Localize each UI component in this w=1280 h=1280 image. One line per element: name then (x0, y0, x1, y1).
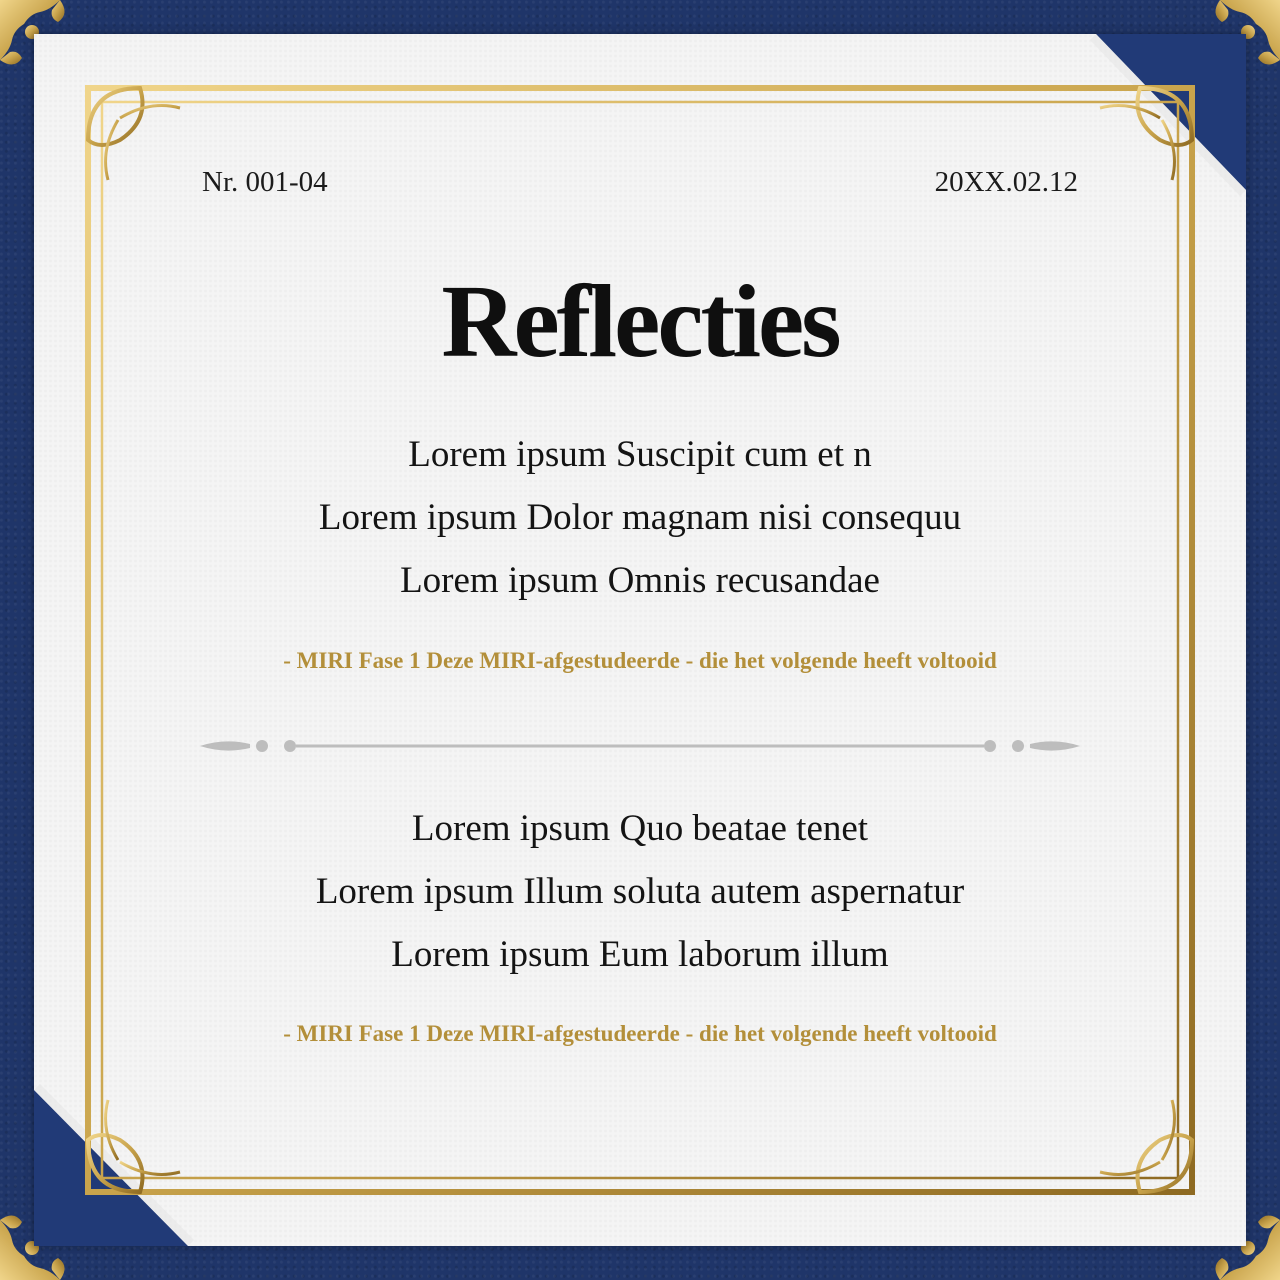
text-block-1 (0, 423, 1280, 612)
text-line: Lorem ipsum Illum soluta autem aspernatur (315, 871, 965, 912)
text-line: Lorem ipsum Quo beatae tenet (411, 808, 869, 849)
caption-1: - MIRI Fase 1 Deze MIRI-afgestudeerde - die het volgende heeft voltooid (283, 648, 997, 673)
text-line: Lorem ipsum Dolor magnam nisi consequu (318, 497, 962, 538)
text-line: Lorem ipsum Suscipit cum et n (408, 434, 872, 475)
text-line: Lorem ipsum Eum laborum illum (391, 934, 889, 975)
certificate-date: 20XX.02.12 (934, 166, 1078, 198)
text-block-2 (0, 797, 1280, 986)
divider-ornament-icon (200, 734, 1080, 758)
text-line: Lorem ipsum Omnis recusandae (400, 560, 880, 601)
certificate-number: Nr. 001-04 (202, 166, 328, 198)
caption-2: - MIRI Fase 1 Deze MIRI-afgestudeerde - die het volgende heeft voltooid (283, 1021, 997, 1046)
page-title: Reflecties (441, 264, 839, 379)
